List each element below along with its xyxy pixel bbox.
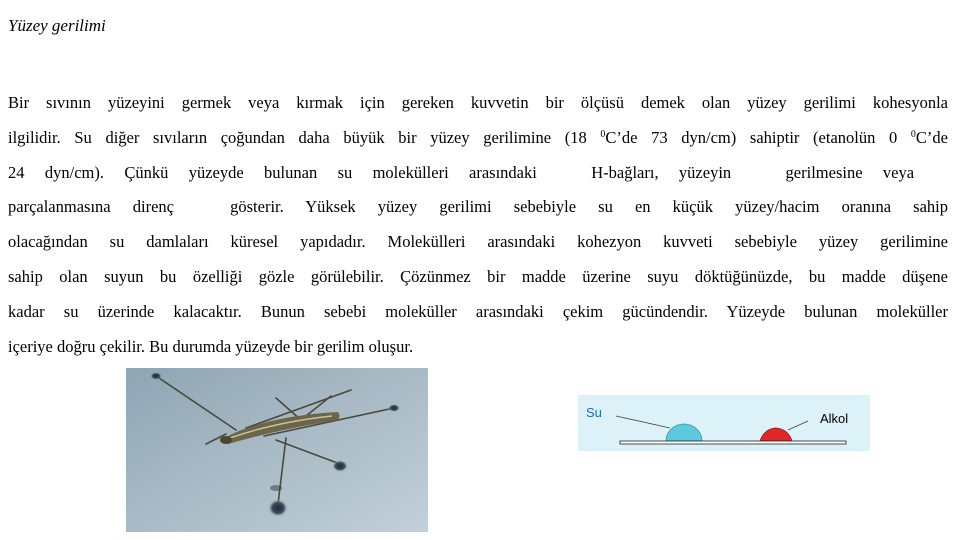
paragraph-line: 24 dyn/cm). Çünkü yüzeyde bulunan su molekülleri arasındaki H-bağları, yüzeyin gerilmesine veya [8,162,915,182]
body-paragraph [8,86,948,364]
water-strider-photo [126,368,428,532]
water-leader-line [616,416,670,428]
paragraph-line: içeriye doğru çekilir. Bu durumda yüzeyde bir gerilim oluşur. [8,336,414,356]
paragraph-line: ilgilidir. Su diğer sıvıların çoğundan daha büyük bir yüzey gerilimine (18 $^0$C’de 73 dyn/cm) sahiptir (etanolün 0 $^0$C’de [8,127,948,147]
water-label: Su [586,405,602,420]
paragraph-line: olacağından su damlaları küresel yapıdadır. Molekülleri arasındaki kohezyon kuvveti sebebiyle yüzey gerilimine [8,232,948,252]
paragraph-line: parçalanmasına direnç gösterir. Yüksek yüzey gerilimi sebebiyle su en küçük yüzey/hacim oranına sahip [8,197,949,217]
degree-superscript: 0 [600,128,606,140]
degree-superscript: 0 [910,128,916,140]
alcohol-label: Alkol [820,411,849,426]
paragraph-line: kadar su üzerinde kalacaktır. Bunun sebebi moleküller arasındaki çekim gücündendir. Yüzeyde bulunan moleküller [8,301,948,321]
page-title: Yüzey gerilimi [8,16,106,35]
drops-illustration [578,395,870,451]
water-drop [666,424,702,441]
paragraph-line: sahip olan suyun bu özelliği gözle görülebilir. Çözünmez bir madde üzerine suyu döktüğünüzde, bu madde düşene [8,266,948,286]
alcohol-drop [760,428,792,441]
su-alkol-diagram [578,395,870,451]
surface-bar [620,441,846,444]
paragraph-line: Bir sıvının yüzeyini germek veya kırmak için gereken kuvvetin bir ölçüsü demek olan yüzey gerilimi kohesyonla [8,93,948,112]
alcohol-leader-line [788,421,808,430]
